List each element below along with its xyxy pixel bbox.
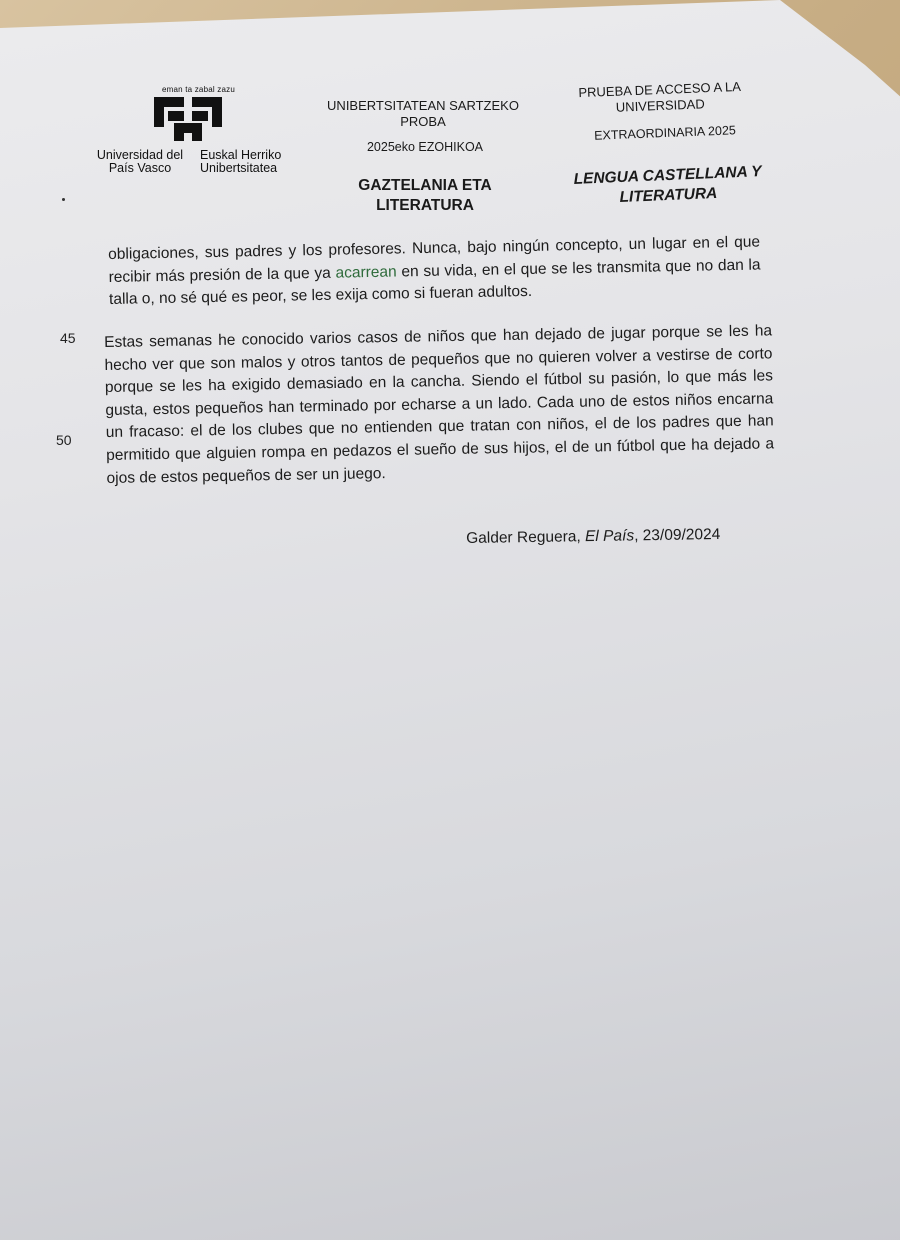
paragraph-1 (108, 231, 761, 311)
highlighted-word: acarrean (335, 263, 397, 282)
logo-name-spanish: Universidad del País Vasco (96, 148, 184, 175)
logo-name-basque: Euskal Herriko Unibertsitatea (200, 148, 282, 175)
signature-date: , 23/09/2024 (633, 526, 721, 545)
signature-source: El País (584, 527, 635, 546)
eu-exam-title: UNIBERTSITATEAN SARTZEKO PROBA (327, 98, 519, 129)
es-exam-title: PRUEBA DE ACCESO A LA UNIVERSIDAD (578, 78, 742, 115)
eu-exam-session: 2025eko EZOHIKOA (366, 140, 484, 154)
line-number-50: 50 (56, 432, 72, 448)
paragraph-2: Estas semanas he conocido varios casos de niños que han dejado de jugar porque se les ha hecho ver que son malos y otros tantos de pequeños que no quieren volver a vestirse de corto porque se les ha exigido demasiado en la cancha. Siendo el fútbol su pasión, lo que más les gusta, estos pequeños han terminado por echarse a un lado. Cada uno de estos niños encarna un fracaso: el de los clubes que no entienden que tratan con niños, el de los padres que han permitido que alguien rompa en pedazos el sueño de sus hijos, el de un fútbol que ha dejado a ojos de estos pequeños de ser un juego. (104, 322, 775, 487)
paragraph-1-start: obligaciones, sus padres y los profesores. Nunca, bajo ningún concepto, un lugar en el que recibir más presión de la que ya (108, 233, 761, 286)
margin-dot (62, 198, 65, 201)
upv-ehu-emblem-icon (152, 95, 224, 143)
es-subject-title: LENGUA CASTELLANA Y LITERATURA (573, 163, 762, 207)
line-number-45: 45 (60, 330, 76, 346)
eu-subject-title: GAZTELANIA ETA LITERATURA (358, 177, 492, 214)
signature-author: Galder Reguera, (466, 528, 586, 547)
logo-motto: eman ta zabal zazu (162, 85, 235, 94)
es-exam-session: EXTRAORDINARIA 2025 (593, 123, 737, 143)
paragraph-1-end: en su vida, en el que se les transmita que no dan la talla o, no sé qué es peor, se les exija como si fueran adultos. (108, 256, 761, 309)
